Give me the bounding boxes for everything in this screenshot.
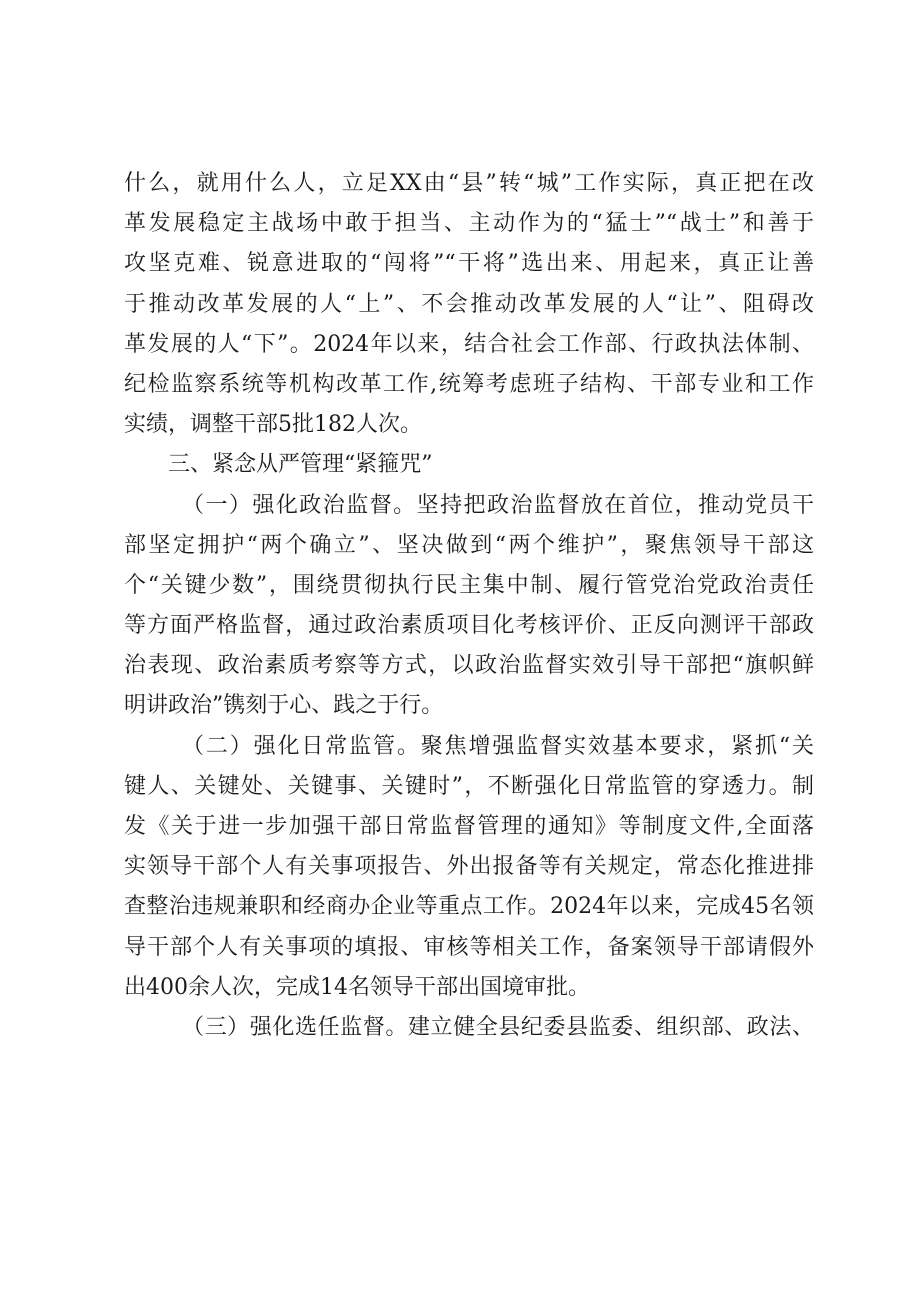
text-line: 个“关键少数”，围绕贯彻执行民主集中制、履行管党治党政治责任 [124, 572, 814, 598]
text-line: 纪检监察系统等机构改革工作,统筹考虑班子结构、干部专业和工作 [124, 371, 814, 397]
text-line: 什么，就用什么人，立足XX由“县”转“城”工作实际，真正把在改 [124, 171, 814, 196]
text-line: 等方面严格监督，通过政治素质项目化考核评价、正反向测评干部政 [124, 613, 814, 639]
text-line: 出400余人次，完成14名领导干部出国境审批。 [124, 974, 590, 1000]
text-line: 三、紧念从严管理“紧箍咒” [168, 452, 433, 478]
text-line: 革发展稳定主战场中敢于担当、主动作为的“猛士”“战士”和善于 [124, 211, 814, 237]
text-line: 导干部个人有关事项的填报、审核等相关工作，备案领导干部请假外 [124, 934, 814, 960]
text-line: 部坚定拥护“两个确立”、坚决做到“两个维护”，聚焦领导干部这 [124, 532, 814, 558]
text-line: 治表现、政治素质考察等方式，以政治监督实效引导干部把“旗帜鲜 [124, 653, 814, 679]
text-line: （三）强化选任监督。建立健全县纪委县监委、组织部、政法、 [182, 1014, 814, 1040]
text-line: 明讲政治”镌刻于心、践之于行。 [124, 693, 444, 719]
text-line: 攻坚克难、锐意进取的“闯将”“干将”选出来、用起来，真正让善 [124, 251, 814, 277]
text-line: 实绩，调整干部5批182人次。 [124, 412, 422, 438]
text-line: 查整治违规兼职和经商办企业等重点工作。2024年以来，完成45名领 [124, 894, 814, 920]
text-line: 实领导干部个人有关事项报告、外出报备等有关规定，常态化推进排 [124, 854, 814, 880]
text-line: 发《关于进一步加强干部日常监督管理的通知》等制度文件,全面落 [124, 814, 814, 839]
text-line: 于推动改革发展的人“上”、不会推动改革发展的人“让”、阻碍改 [124, 291, 814, 317]
text-line: （二）强化日常监管。聚焦增强监督实效基本要求，紧抓“关 [182, 733, 814, 759]
document-body [124, 164, 814, 1048]
text-line: 革发展的人“下”。2024年以来，结合社会工作部、行政执法体制、 [124, 331, 814, 357]
text-line: （一）强化政治监督。坚持把政治监督放在首位，推动党员干 [182, 492, 814, 518]
text-line: 键人、关键处、关键事、关键时”，不断强化日常监管的穿透力。制 [124, 773, 814, 799]
